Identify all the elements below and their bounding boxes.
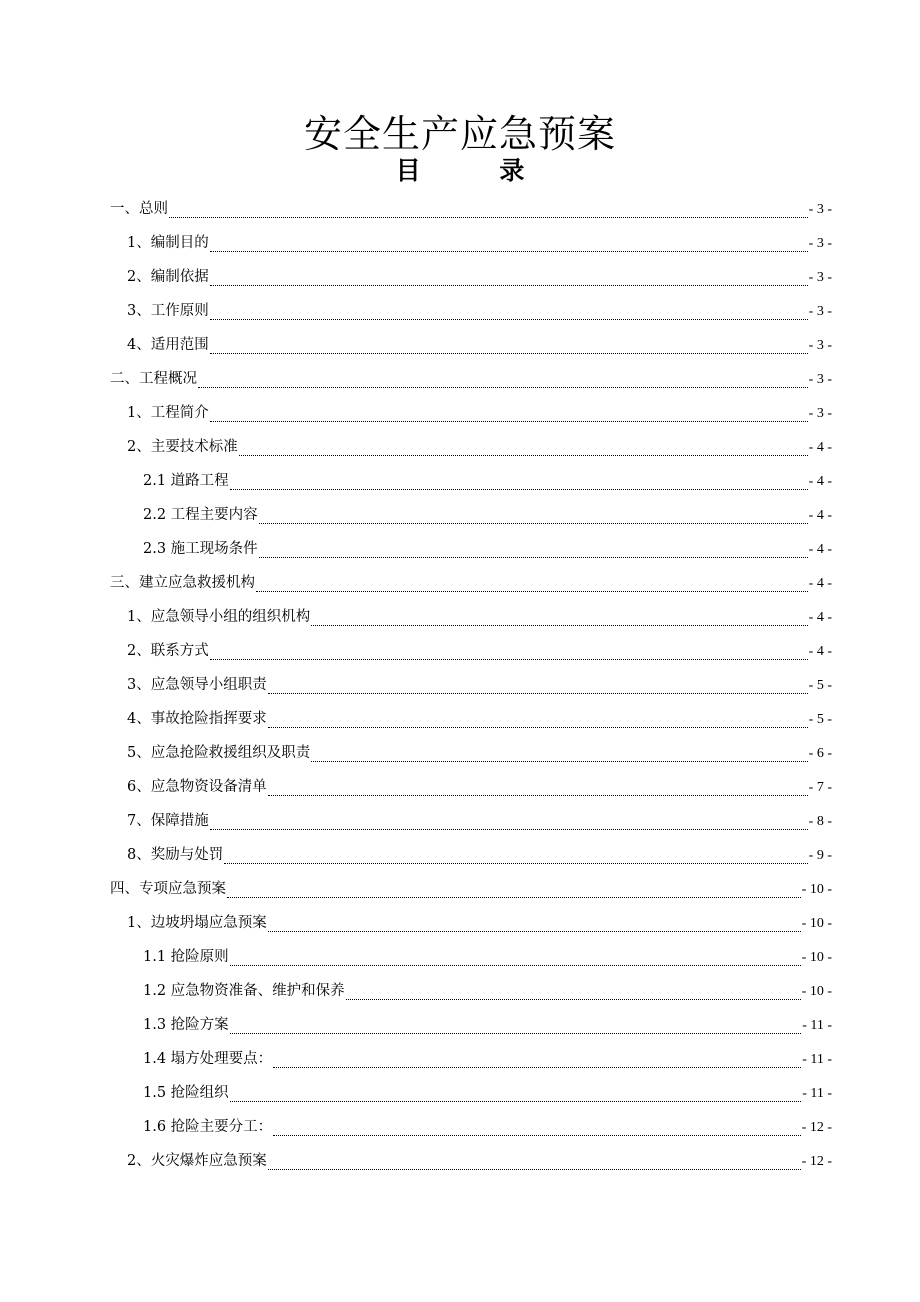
toc-entry-label: 2、火灾爆炸应急预案 <box>127 1153 267 1169</box>
toc-dot-leader <box>227 885 801 899</box>
toc-dot-leader <box>268 681 808 695</box>
toc-entry-page-number: - 9 - <box>808 848 832 863</box>
toc-entry-page-number: - 3 - <box>808 236 832 251</box>
toc-entry-label: 二、工程概况 <box>110 371 197 387</box>
toc-dot-leader <box>268 783 808 797</box>
toc-dot-leader <box>256 579 808 593</box>
toc-entry[interactable] <box>0 906 832 940</box>
toc-entry-page-number: - 12 - <box>801 1120 832 1135</box>
toc-dot-leader <box>210 647 808 661</box>
toc-entry[interactable] <box>0 1008 832 1042</box>
toc-dot-leader <box>210 341 808 355</box>
toc-dot-leader <box>210 409 808 423</box>
toc-dot-leader <box>230 1089 802 1103</box>
toc-entry-label: 1.4 塌方处理要点： <box>143 1051 273 1067</box>
toc-entry-page-number: - 12 - <box>801 1154 832 1169</box>
toc-entry-label: 4、事故抢险指挥要求 <box>127 711 267 727</box>
toc-entry[interactable] <box>0 702 832 736</box>
toc-entry[interactable] <box>0 362 832 396</box>
toc-entry-label: 1、应急领导小组的组织机构 <box>127 609 311 625</box>
toc-dot-leader <box>224 851 807 865</box>
toc-entry-page-number: - 4 - <box>808 440 832 455</box>
toc-entry-page-number: - 6 - <box>808 746 832 761</box>
toc-dot-leader <box>311 749 807 763</box>
toc-entry-label: 1.6 抢险主要分工： <box>143 1119 273 1135</box>
toc-entry-page-number: - 10 - <box>801 916 832 931</box>
toc-dot-leader <box>230 953 801 967</box>
toc-entry[interactable] <box>0 1110 832 1144</box>
toc-dot-leader <box>346 987 801 1001</box>
toc-entry-page-number: - 4 - <box>808 542 832 557</box>
toc-entry-page-number: - 3 - <box>808 270 832 285</box>
toc-dot-leader <box>230 1021 802 1035</box>
toc-entry-page-number: - 8 - <box>808 814 832 829</box>
toc-entry-label: 2.3 施工现场条件 <box>143 541 258 557</box>
toc-heading <box>0 154 920 188</box>
toc-entry-page-number: - 3 - <box>808 202 832 217</box>
toc-entry[interactable] <box>0 532 832 566</box>
toc-dot-leader <box>268 715 808 729</box>
toc-entry-page-number: - 3 - <box>808 338 832 353</box>
toc-entry-page-number: - 7 - <box>808 780 832 795</box>
toc-entry[interactable] <box>0 498 832 532</box>
toc-entry[interactable] <box>0 668 832 702</box>
toc-entry-page-number: - 10 - <box>801 882 832 897</box>
toc-entry[interactable] <box>0 260 832 294</box>
toc-dot-leader <box>268 919 801 933</box>
toc-entry-page-number: - 11 - <box>802 1018 832 1033</box>
toc-entry[interactable] <box>0 464 832 498</box>
toc-entry-label: 四、专项应急预案 <box>110 881 226 897</box>
toc-entry-label: 2、联系方式 <box>127 643 209 659</box>
toc-entry[interactable] <box>0 430 832 464</box>
toc-entry-label: 一、总则 <box>110 201 168 217</box>
toc-heading-text: 目 录 <box>395 156 551 185</box>
toc-dot-leader <box>239 443 808 457</box>
toc-entry-page-number: - 3 - <box>808 406 832 421</box>
toc-entry-page-number: - 10 - <box>801 984 832 999</box>
toc-entry-label: 3、应急领导小组职责 <box>127 677 267 693</box>
toc-entry[interactable] <box>0 770 832 804</box>
toc-entry-page-number: - 10 - <box>801 950 832 965</box>
toc-entry[interactable] <box>0 396 832 430</box>
toc-entry[interactable] <box>0 736 832 770</box>
toc-entry-page-number: - 4 - <box>808 474 832 489</box>
toc-entry-page-number: - 11 - <box>802 1052 832 1067</box>
toc-entry-page-number: - 5 - <box>808 712 832 727</box>
toc-entry-page-number: - 3 - <box>808 372 832 387</box>
toc-entry-page-number: - 4 - <box>808 508 832 523</box>
toc-entry-label: 三、建立应急救援机构 <box>110 575 255 591</box>
toc-entry-label: 1、编制目的 <box>127 235 209 251</box>
toc-dot-leader <box>268 1157 801 1171</box>
toc-dot-leader <box>259 545 808 559</box>
toc-entry-label: 1.2 应急物资准备、维护和保养 <box>143 983 345 999</box>
toc-entry-label: 8、奖励与处罚 <box>127 847 224 863</box>
document-title: 安全生产应急预案 <box>303 112 616 156</box>
toc-dot-leader <box>210 273 808 287</box>
toc-dot-leader <box>169 205 808 219</box>
toc-entry-label: 7、保障措施 <box>127 813 209 829</box>
toc-entry[interactable] <box>0 1042 832 1076</box>
toc-entry-label: 3、工作原则 <box>127 303 209 319</box>
toc-dot-leader <box>311 613 807 627</box>
toc-dot-leader <box>198 375 808 389</box>
toc-entry-label: 4、适用范围 <box>127 337 209 353</box>
toc-entry[interactable] <box>0 838 832 872</box>
toc-entry[interactable] <box>0 1144 832 1178</box>
toc-entry-label: 2.1 道路工程 <box>143 473 229 489</box>
toc-dot-leader <box>259 511 808 525</box>
toc-entry[interactable] <box>0 940 832 974</box>
toc-entry-label: 5、应急抢险救援组织及职责 <box>127 745 311 761</box>
toc-entry-label: 1、工程简介 <box>127 405 209 421</box>
toc-entry[interactable] <box>0 974 832 1008</box>
toc-entry[interactable] <box>0 192 832 226</box>
toc-entry-label: 2.2 工程主要内容 <box>143 507 258 523</box>
toc-entry-page-number: - 4 - <box>808 576 832 591</box>
toc-entry-page-number: - 3 - <box>808 304 832 319</box>
toc-entry-label: 1.3 抢险方案 <box>143 1017 229 1033</box>
table-of-contents <box>0 192 920 1178</box>
toc-entry-page-number: - 11 - <box>802 1086 832 1101</box>
toc-entry[interactable] <box>0 872 832 906</box>
toc-entry-label: 1.1 抢险原则 <box>143 949 229 965</box>
toc-dot-leader <box>230 477 808 491</box>
toc-entry-label: 1.5 抢险组织 <box>143 1085 229 1101</box>
toc-dot-leader <box>210 239 808 253</box>
toc-dot-leader <box>210 307 808 321</box>
toc-entry-page-number: - 5 - <box>808 678 832 693</box>
toc-entry[interactable] <box>0 294 832 328</box>
toc-entry-page-number: - 4 - <box>808 644 832 659</box>
toc-entry[interactable] <box>0 600 832 634</box>
toc-entry-label: 2、主要技术标准 <box>127 439 238 455</box>
toc-entry[interactable] <box>0 566 832 600</box>
toc-dot-leader <box>273 1123 801 1137</box>
toc-entry-label: 6、应急物资设备清单 <box>127 779 267 795</box>
toc-entry[interactable] <box>0 634 832 668</box>
toc-entry[interactable] <box>0 328 832 362</box>
toc-entry[interactable] <box>0 226 832 260</box>
toc-entry-page-number: - 4 - <box>808 610 832 625</box>
toc-entry[interactable] <box>0 804 832 838</box>
toc-dot-leader <box>210 817 808 831</box>
toc-dot-leader <box>273 1055 801 1069</box>
toc-entry-label: 1、边坡坍塌应急预案 <box>127 915 267 931</box>
toc-entry[interactable] <box>0 1076 832 1110</box>
toc-entry-label: 2、编制依据 <box>127 269 209 285</box>
